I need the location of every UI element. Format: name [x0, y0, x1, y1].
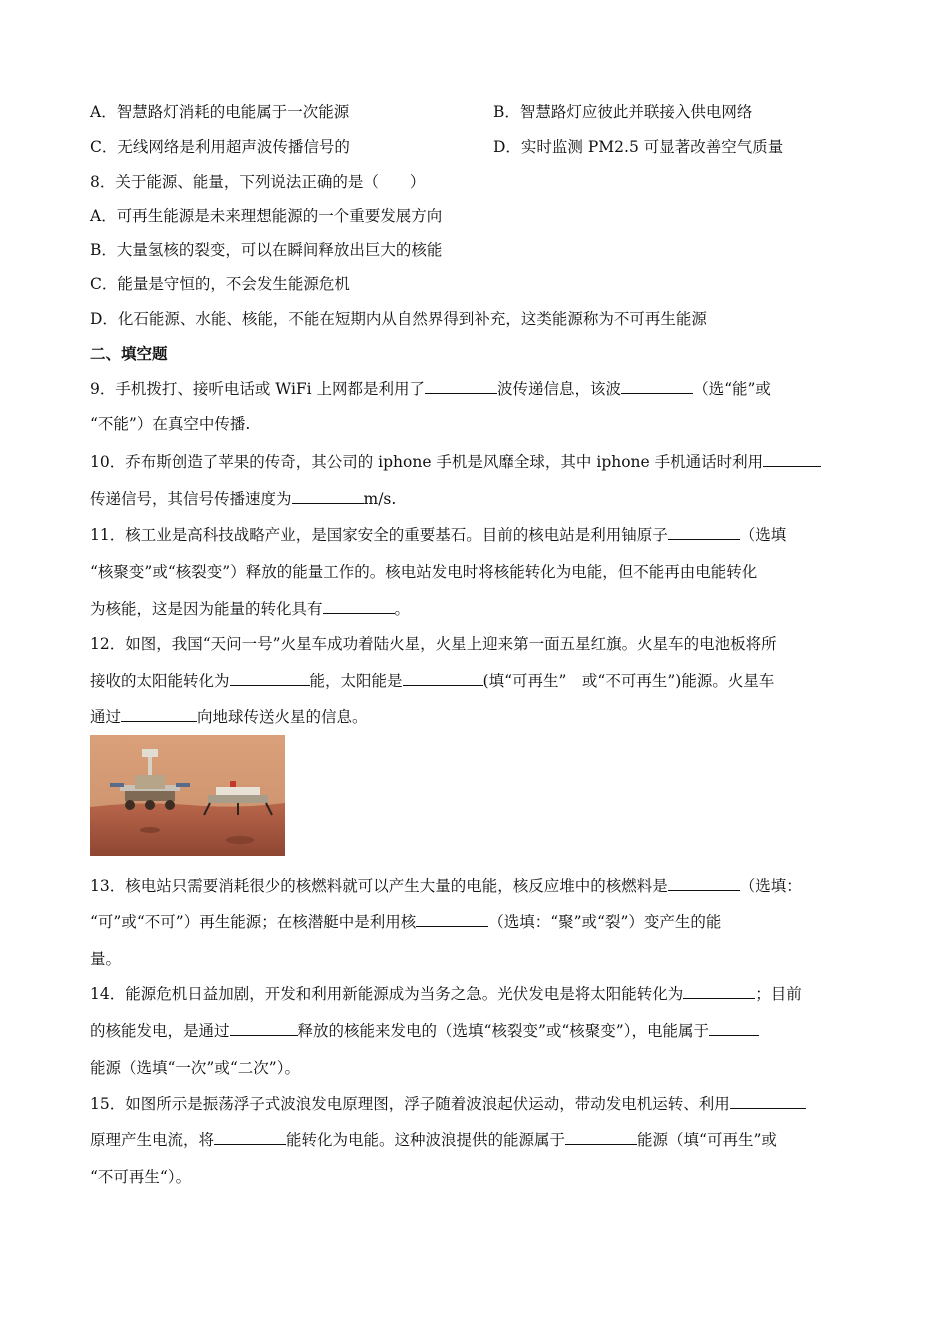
answer-blank[interactable]: [709, 1020, 759, 1036]
q15-line-1: 15．如图所示是振荡浮子式波浪发电原理图，浮子随着波浪起伏运动，带动发电机运转、利用: [90, 1093, 806, 1115]
answer-blank[interactable]: [323, 598, 395, 614]
q8-stem: 8．关于能源、能量，下列说法正确的是（ ）: [90, 173, 426, 191]
answer-blank[interactable]: [214, 1129, 286, 1145]
answer-blank[interactable]: [403, 670, 483, 686]
q11-line-2: “核聚变”或“核裂变”）释放的能量工作的。核电站发电时将核能转化为电能，但不能再由电能转化: [90, 563, 758, 581]
q8-option-a: A．可再生能源是未来理想能源的一个重要发展方向: [90, 207, 443, 225]
q7-option-a: A．智慧路灯消耗的电能属于一次能源: [90, 103, 350, 121]
q7-option-d: D．实时监测 PM2.5 可显著改善空气质量: [493, 138, 784, 156]
mars-rover-photo: [90, 735, 285, 856]
answer-blank[interactable]: [668, 524, 740, 540]
q15-line-3: “不可再生“）。: [90, 1168, 192, 1186]
q14-line-3: 能源（选填“一次”或“二次”）。: [90, 1059, 300, 1077]
answer-blank[interactable]: [668, 875, 740, 891]
q8-option-c: C．能量是守恒的，不会发生能源危机: [90, 275, 350, 293]
q7-option-b: B．智慧路灯应彼此并联接入供电网络: [493, 103, 753, 121]
q14-line-1: 14．能源危机日益加剧，开发和利用新能源成为当务之急。光伏发电是将太阳能转化为 ；目前: [90, 985, 802, 1003]
answer-blank[interactable]: [425, 378, 497, 394]
q13-line-2: “可”或“不可”）再生能源；在核潜艇中是利用核 （选填：“聚”或“裂”）变产生的能: [90, 913, 722, 931]
answer-blank[interactable]: [416, 911, 488, 927]
section-title: 二、填空题: [90, 345, 168, 363]
q9-line-2: “不能”）在真空中传播.: [90, 415, 251, 433]
q12-line-3: 通过 向地球传送火星的信息。: [90, 708, 368, 726]
q13-line-3: 量。: [90, 950, 122, 968]
q8-option-b: B．大量氢核的裂变，可以在瞬间释放出巨大的核能: [90, 241, 443, 259]
q10-line-2: 传递信号，其信号传播速度为 m/s.: [90, 490, 397, 508]
q9-line-1: 9．手机拨打、接听电话或 WiFi 上网都是利用了 波传递信息，该波 （选“能”或: [90, 380, 771, 398]
answer-blank[interactable]: [230, 670, 310, 686]
q8-option-d: D．化石能源、水能、核能，不能在短期内从自然界得到补充，这类能源称为不可再生能源: [90, 310, 707, 328]
answer-blank[interactable]: [683, 983, 755, 999]
q11-line-1: 11．核工业是高科技战略产业，是国家安全的重要基石。目前的核电站是利用铀原子 （选填: [90, 526, 787, 544]
answer-blank[interactable]: [565, 1129, 637, 1145]
answer-blank[interactable]: [763, 451, 821, 467]
answer-blank[interactable]: [230, 1020, 298, 1036]
q10-line-1: 10．乔布斯创造了苹果的传奇，其公司的 iphone 手机是风靡全球，其中 iphone 手机通话时利用: [90, 451, 821, 473]
q12-line-1: 12．如图，我国“天问一号”火星车成功着陆火星，火星上迎来第一面五星红旗。火星车的电池板将所: [90, 635, 777, 653]
q7-option-c: C．无线网络是利用超声波传播信号的: [90, 138, 350, 156]
q11-line-3: 为核能，这是因为能量的转化具有 。: [90, 600, 411, 618]
q15-line-2: 原理产生电流，将 能转化为电能。这种波浪提供的能源属于 能源（填“可再生”或: [90, 1131, 777, 1149]
answer-blank[interactable]: [730, 1093, 806, 1109]
answer-blank[interactable]: [292, 488, 364, 504]
q12-line-2: 接收的太阳能转化为 能，太阳能是 (填“可再生” 或“不可再生”)能源。火星车: [90, 672, 775, 690]
q13-line-1: 13．核电站只需要消耗很少的核燃料就可以产生大量的电能，核反应堆中的核燃料是 （选填：: [90, 877, 802, 895]
q14-line-2: 的核能发电，是通过 释放的核能来发电的（选填“核裂变”或“核聚变”），电能属于: [90, 1020, 759, 1042]
answer-blank[interactable]: [121, 706, 197, 722]
answer-blank[interactable]: [621, 378, 693, 394]
